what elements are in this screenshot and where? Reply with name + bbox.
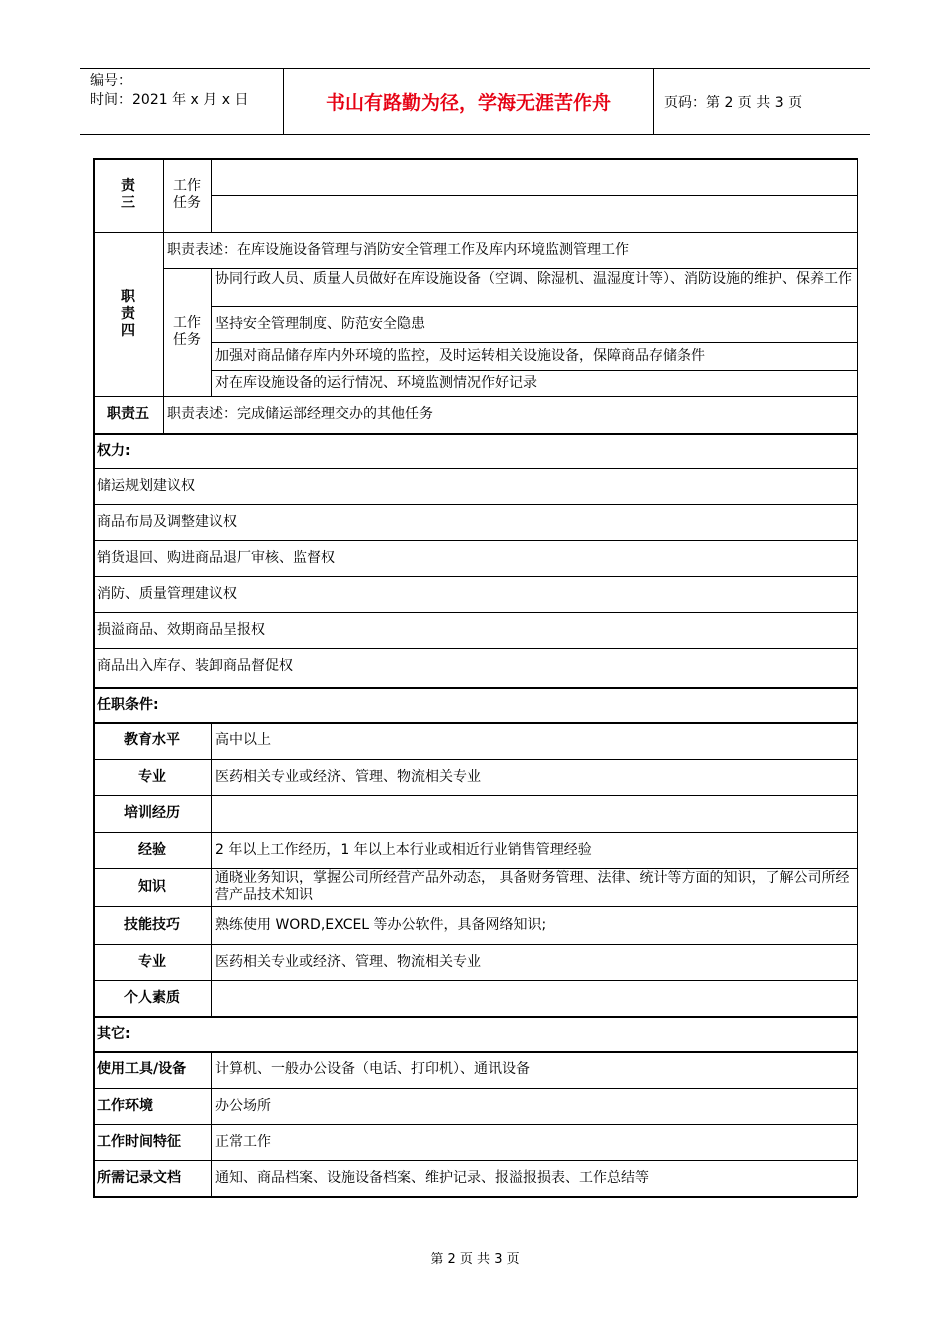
qualification-label: 经验 [138,841,166,858]
qualification-value: 通晓业务知识，掌握公司所经营产品外动态， 具备财务管理、法律、统计等方面的知识，了解公司所经营产品技术知识 [215,870,850,903]
duty4-task-item: 加强对商品储存库内外环境的监控，及时运转相关设施设备，保障商品存储条件 [215,347,705,364]
qualification-label: 技能技巧 [124,916,180,933]
header-meta [80,69,284,134]
page-header [80,68,870,135]
table-rule [163,396,164,433]
qualification-label: 专业 [138,768,166,785]
duty4-task-label: 工作 任务 [173,315,201,348]
duty5-desc: 职责表述：完成储运部经理交办的其他任务 [167,406,433,422]
table-rule [211,195,857,196]
duty5-label: 职责五 [107,406,149,422]
other-value: 通知、商品档案、设施设备档案、维护记录、报溢报损表、工作总结等 [215,1170,649,1186]
qualification-value: 医药相关专业或经济、管理、物流相关专业 [215,953,481,970]
qualification-label: 培训经历 [124,805,180,821]
duty4-label: 职 责 四 [121,288,135,339]
qualification-value: 高中以上 [215,732,271,748]
qualification-label: 专业 [138,953,166,970]
duty3-label: 责 三 [121,178,135,211]
power-item: 损溢商品、效期商品呈报权 [97,621,265,638]
table-rule [93,1196,857,1198]
qualification-value [211,795,857,832]
time-label: 时间：2021 年 x 月 x 日 [90,92,249,108]
table-rule [857,433,858,1197]
duty4-desc: 职责表述：在库设施设备管理与消防安全管理工作及库内环境监测管理工作 [167,241,629,258]
qualification-label: 个人素质 [124,989,180,1006]
qualification-label: 知识 [138,878,166,895]
number-label: 编号： [90,73,132,89]
duty4-task-item: 对在库设施设备的运行情况、环境监测情况作好记录 [215,374,537,391]
power-item: 销货退回、购进商品退厂审核、监督权 [97,549,335,566]
qualification-label: 教育水平 [124,732,180,748]
table-rule [857,158,858,433]
qualification-value: 熟练使用 WORD,EXCEL 等办公软件，具备网络知识; [215,916,547,933]
other-label: 工作时间特征 [97,1133,181,1150]
motto: 书山有路勤为径，学海无涯苦作舟 [284,69,654,134]
page-footer: 第 2 页 共 3 页 [430,1252,520,1267]
other-value: 正常工作 [215,1133,271,1150]
power-item: 商品布局及调整建议权 [97,513,237,530]
qualification-value: 医药相关专业或经济、管理、物流相关专业 [215,768,481,785]
qualification-value: 2 年以上工作经历，1 年以上本行业或相近行业销售管理经验 [215,841,592,858]
qualification-value [211,980,857,1016]
duty4-task-item: 协同行政人员、质量人员做好在库设施设备（空调、除湿机、温湿度计等）、消防设施的维护、保养工作 [215,271,852,287]
power-item: 储运规划建议权 [97,477,195,494]
page-code: 页码：第 2 页 共 3 页 [664,94,803,111]
other-value: 办公场所 [215,1097,271,1114]
other-label: 所需记录文档 [97,1170,181,1186]
power-item: 消防、质量管理建议权 [97,585,237,602]
power-item: 商品出入库存、装卸商品督促权 [97,657,293,674]
other-label: 使用工具/设备 [97,1061,187,1077]
other-value: 计算机、一般办公设备（电话、打印机）、通讯设备 [215,1061,530,1077]
other-label: 工作环境 [97,1097,153,1114]
duty3-task-label: 工作 任务 [173,178,201,211]
duty4-task-item: 坚持安全管理制度、防范安全隐患 [215,315,425,332]
qualifications-title: 任职条件: [97,697,159,713]
others-title: 其它: [97,1026,131,1042]
powers-title: 权力: [97,443,131,459]
